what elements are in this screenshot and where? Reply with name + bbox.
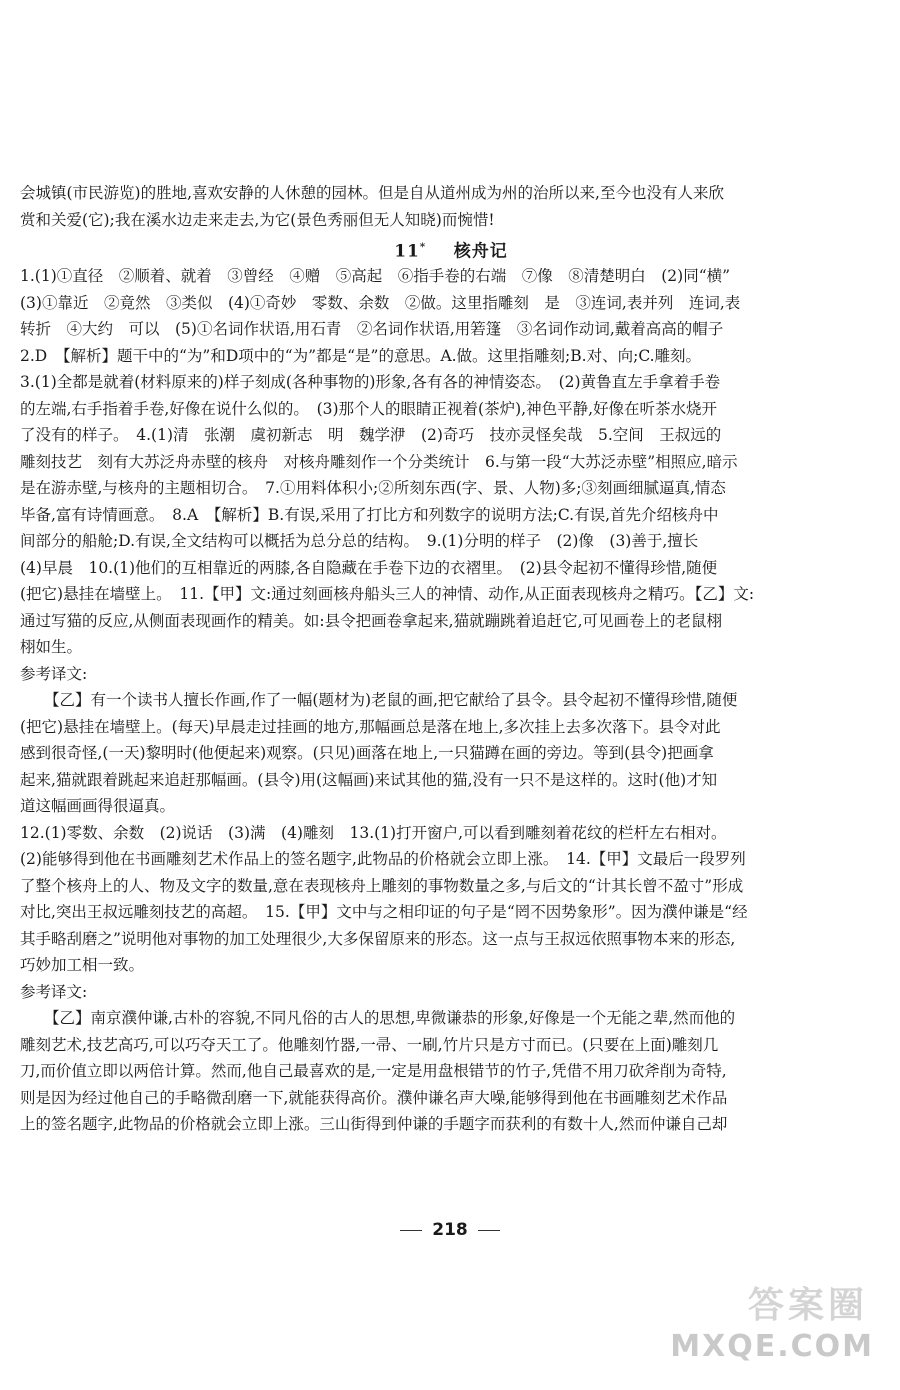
text-line: 12.(1)零数、余数 (2)说话 (3)满 (4)雕刻 13.(1)打开窗户,可以看到雕刻着花纹的栏杆左右相对。 xyxy=(20,823,727,842)
text-line: (3)①靠近 ②竟然 ③类似 (4)①奇妙 零数、余数 ②做。这里指雕刻 是 ③连词,表并列 连词,表 xyxy=(20,293,741,312)
text-line: (4)早晨 10.(1)他们的互相靠近的两膝,各自隐藏在手卷下边的衣褶里。 (2)县令起初不懂得珍惜,随便 xyxy=(20,558,718,577)
text-line: 赏和关爱(它);我在溪水边走来走去,为它(景色秀丽但无人知晓)而惋惜! xyxy=(20,210,495,229)
text-line: 间部分的船舱;D.有误,全文结构可以概括为总分总的结构。 9.(1)分明的样子 (2)像 (3)善于,擅长 xyxy=(20,532,699,550)
text-line: 对比,突出王叔远雕刻技艺的高超。 15.【甲】文中与之相印证的句子是“罔不因势象形”。因为濮仲谦是“经 xyxy=(20,903,748,921)
watermark-logo-top: 答案圈 xyxy=(747,1285,868,1326)
text-line: 雕刻技艺 刻有大苏泛舟赤壁的核舟 对核舟雕刻作一个分类统计 6.与第一段“大苏泛赤壁”相照应,暗示 xyxy=(20,452,738,471)
text-line: 上的签名题字,此物品的价格就会立即上涨。三山街得到仲谦的手题字而获利的有数十人,然而仲谦自己却 xyxy=(20,1115,728,1133)
text-line: (把它)悬挂在墙壁上。(每天)早晨走过挂画的地方,那幅画总是落在地上,多次挂上去多次落下。县令对此 xyxy=(20,717,721,736)
text-line: 【乙】有一个读书人擅长作画,作了一幅(题材为)老鼠的画,把它献给了县令。县令起初不懂得珍惜,随便 xyxy=(44,691,738,709)
text-line: 2.D 【解析】题干中的“为”和D项中的“为”都是“是”的意思。A.做。这里指雕刻;B.对、向;C.雕刻。 xyxy=(20,346,702,365)
document-body xyxy=(20,180,882,1138)
watermark-logo xyxy=(670,1285,888,1378)
text-line: 转折 ④大约 可以 (5)①名词作状语,用石青 ②名词作状语,用箬篷 ③名词作动词,戴着高高的帽子 xyxy=(20,320,724,338)
text-line: 1.(1)①直径 ②顺着、就着 ③曾经 ④赠 ⑤高起 ⑥指手卷的右端 ⑦像 ⑧清楚明白 (2)同“横” xyxy=(20,267,731,285)
text-line: 了整个核舟上的人、物及文字的数量,意在表现核舟上雕刻的事物数量之多,与后文的“计其长曾不盈寸”形成 xyxy=(20,876,744,895)
text-line: 巧妙加工相一致。 xyxy=(20,956,145,974)
text-line: 【乙】南京濮仲谦,古朴的容貌,不同凡俗的古人的思想,卑微谦恭的形象,好像是一个无能之辈,然而他的 xyxy=(44,1009,736,1027)
text-line: 的左端,右手指着手卷,好像在说什么似的。 (3)那个人的眼睛正视着(茶炉),神色平静,好像在听茶水烧开 xyxy=(20,399,718,418)
text-line: 道这幅画画得很逼真。 xyxy=(20,797,176,815)
text-line: (2)能够得到他在书画雕刻艺术作品上的签名题字,此物品的价格就会立即上涨。 14.【甲】文最后一段罗列 xyxy=(20,850,746,868)
text-line: 感到很奇怪,(一天)黎明时(他便起来)观察。(只见)画落在地上,一只猫蹲在画的旁边。等到(县令)把画拿 xyxy=(20,744,714,762)
text-line: 是在游赤壁,与核舟的主题相切合。 7.①用料体积小;②所刻东西(字、景、人物)多;③刻画细腻逼真,情态 xyxy=(20,479,726,497)
text-line: 刀,而价值立即以两倍计算。然而,他自己最喜欢的是,一定是用盘根错节的竹子,凭借不用刀砍斧削为奇特, xyxy=(20,1062,727,1080)
text-line: (把它)悬挂在墙壁上。 11.【甲】文:通过刻画核舟船头三人的神情、动作,从正面表现核舟之精巧。【乙】文: xyxy=(20,585,755,603)
text-line: 会城镇(市民游览)的胜地,喜欢安静的人休憩的园林。但是自从道州成为州的治所以来,至今也没有人来欣 xyxy=(20,184,724,202)
text-line: 参考译文: xyxy=(20,664,88,683)
text-line: 毕备,富有诗情画意。 8.A 【解析】B.有误,采用了打比方和列数字的说明方法;C.有误,首先介绍核舟中 xyxy=(20,505,719,524)
watermark-logo-url: MXQE.COM xyxy=(670,1329,874,1364)
text-line: 通过写猫的反应,从侧面表现画作的精美。如:县令把画卷拿起来,猫就蹦跳着追赶它,可见画卷上的老鼠栩 xyxy=(20,611,723,630)
text-line: 则是因为经过他自己的手略微刮磨一下,就能获得高价。濮仲谦名声大噪,能够得到他在书画雕刻艺术作品 xyxy=(20,1088,728,1107)
text-line: 3.(1)全都是就着(材料原来的)样子刻成(各种事物的)形象,各有各的神情姿态。 (2)黄鲁直左手拿着手卷 xyxy=(20,373,721,391)
preceding-text xyxy=(20,180,882,233)
section-number: 11 xyxy=(394,241,420,262)
page-number: 218 xyxy=(432,1220,468,1240)
section-heading xyxy=(20,233,882,263)
text-line: 参考译文: xyxy=(20,982,88,1001)
page-number-footer xyxy=(0,1220,900,1240)
text-line: 起来,猫就跟着跳起来追赶那幅画。(县令)用(这幅画)来试其他的猫,没有一只不是这样的。这时(他)才知 xyxy=(20,770,718,789)
text-line: 雕刻艺术,技艺高巧,可以巧夺天工了。他雕刻竹器,一帚、一刷,竹片只是方寸而已。(只要在上面)雕刻几 xyxy=(20,1035,719,1054)
text-line: 其手略刮磨之”说明他对事物的加工处理很少,大多保留原来的形态。这一点与王叔远依照事物本来的形态, xyxy=(20,929,736,948)
answer-text xyxy=(20,263,882,1138)
section-star: * xyxy=(419,242,427,253)
section-name: 核舟记 xyxy=(453,241,508,262)
text-line: 了没有的样子。 4.(1)清 张潮 虞初新志 明 魏学洢 (2)奇巧 技亦灵怪矣哉 5.空间 王叔远的 xyxy=(20,426,722,444)
text-line: 栩如生。 xyxy=(20,638,83,656)
